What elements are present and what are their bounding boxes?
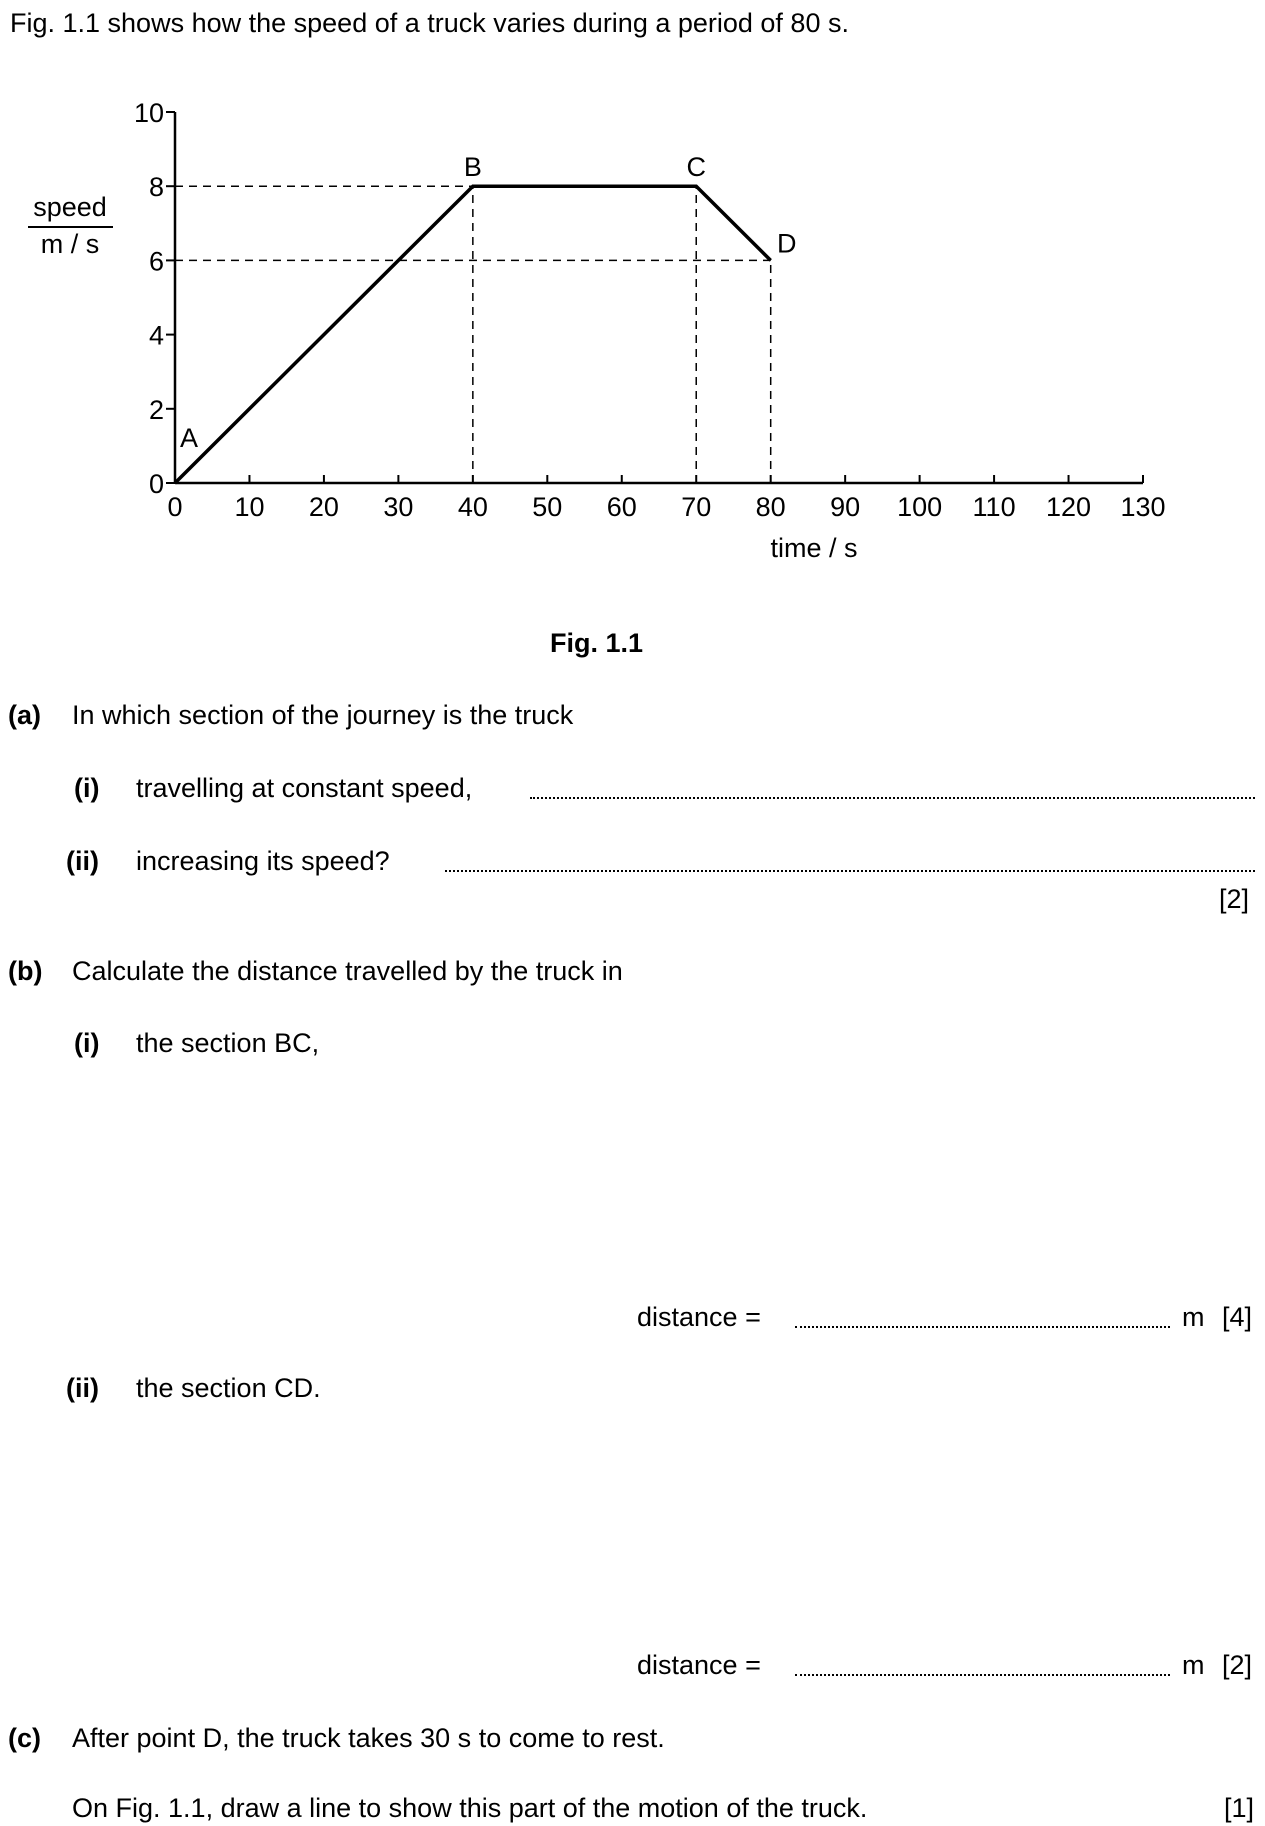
part-a-label: (a) bbox=[8, 700, 41, 730]
part-a-i-answer-line[interactable] bbox=[530, 797, 1255, 799]
y-tick-label-10: 10 bbox=[133, 98, 164, 128]
part-b-ii-unit: m bbox=[1182, 1650, 1205, 1680]
x-tick-label-0: 0 bbox=[167, 492, 183, 522]
part-c-label: (c) bbox=[8, 1723, 41, 1753]
part-b-label: (b) bbox=[8, 956, 43, 986]
x-tick-label-40: 40 bbox=[457, 492, 488, 522]
y-tick-label-6: 6 bbox=[148, 246, 164, 277]
part-c-text2: On Fig. 1.1, draw a line to show this part of the motion of the truck. bbox=[72, 1793, 868, 1823]
y-tick-label-2: 2 bbox=[148, 394, 164, 425]
intro-text: Fig. 1.1 shows how the speed of a truck varies during a period of 80 s. bbox=[10, 8, 849, 38]
point-label-B: B bbox=[463, 152, 482, 183]
part-c-marks: [1] bbox=[1224, 1793, 1255, 1823]
x-tick-label-110: 110 bbox=[972, 492, 1016, 522]
part-b-ii-answer-label: distance = bbox=[637, 1650, 761, 1680]
axes bbox=[175, 112, 1143, 483]
part-b-text: Calculate the distance travelled by the truck in bbox=[72, 956, 623, 986]
part-b-i-label: (i) bbox=[74, 1028, 100, 1058]
y-tick-label-4: 4 bbox=[148, 320, 164, 351]
y-axis-label-bottom: m / s bbox=[40, 229, 100, 259]
part-a-ii-text: increasing its speed? bbox=[136, 846, 390, 876]
part-a-ii-answer-line[interactable] bbox=[445, 870, 1255, 872]
part-a-marks: [2] bbox=[1219, 884, 1250, 914]
point-label-A: A bbox=[179, 423, 199, 453]
x-tick-label-120: 120 bbox=[1046, 492, 1092, 522]
x-tick-label-50: 50 bbox=[532, 492, 563, 522]
part-c-text: After point D, the truck takes 30 s to come to rest. bbox=[72, 1723, 665, 1753]
part-a-i-text: travelling at constant speed, bbox=[136, 773, 473, 803]
x-tick-label-90: 90 bbox=[830, 492, 861, 522]
point-labels bbox=[180, 152, 796, 453]
guide-lines bbox=[175, 186, 771, 483]
x-axis-label: time / s bbox=[770, 533, 858, 563]
part-b-i-answer-line[interactable] bbox=[795, 1326, 1170, 1328]
x-tick-label-70: 70 bbox=[681, 492, 712, 522]
part-b-ii-marks: [2] bbox=[1222, 1650, 1253, 1680]
ticks bbox=[134, 98, 1166, 522]
point-label-C: C bbox=[686, 152, 706, 183]
x-tick-label-100: 100 bbox=[897, 492, 943, 522]
part-b-ii-label: (ii) bbox=[66, 1373, 99, 1403]
part-b-i-answer-label: distance = bbox=[637, 1302, 761, 1332]
point-label-D: D bbox=[776, 228, 797, 259]
part-b-i-text: the section BC, bbox=[136, 1028, 320, 1058]
figure-caption: Fig. 1.1 bbox=[550, 628, 644, 658]
x-tick-label-20: 20 bbox=[308, 492, 339, 522]
part-b-ii-text: the section CD. bbox=[136, 1373, 321, 1403]
x-tick-label-80: 80 bbox=[755, 492, 786, 522]
part-a-ii-label: (ii) bbox=[66, 846, 99, 876]
y-axis-label-top: speed bbox=[33, 192, 107, 222]
part-b-ii-answer-line[interactable] bbox=[795, 1674, 1170, 1676]
x-tick-label-10: 10 bbox=[234, 492, 265, 522]
part-a-i-label: (i) bbox=[74, 773, 100, 803]
x-tick-label-130: 130 bbox=[1120, 492, 1166, 522]
speed-time-graph bbox=[0, 0, 1265, 600]
y-tick-label-8: 8 bbox=[148, 172, 164, 203]
x-tick-label-30: 30 bbox=[383, 492, 414, 522]
y-tick-label-0: 0 bbox=[148, 469, 164, 499]
part-a-text: In which section of the journey is the truck bbox=[72, 700, 574, 730]
x-tick-label-60: 60 bbox=[606, 492, 637, 522]
part-b-i-marks: [4] bbox=[1222, 1302, 1253, 1332]
part-b-i-unit: m bbox=[1182, 1302, 1205, 1332]
